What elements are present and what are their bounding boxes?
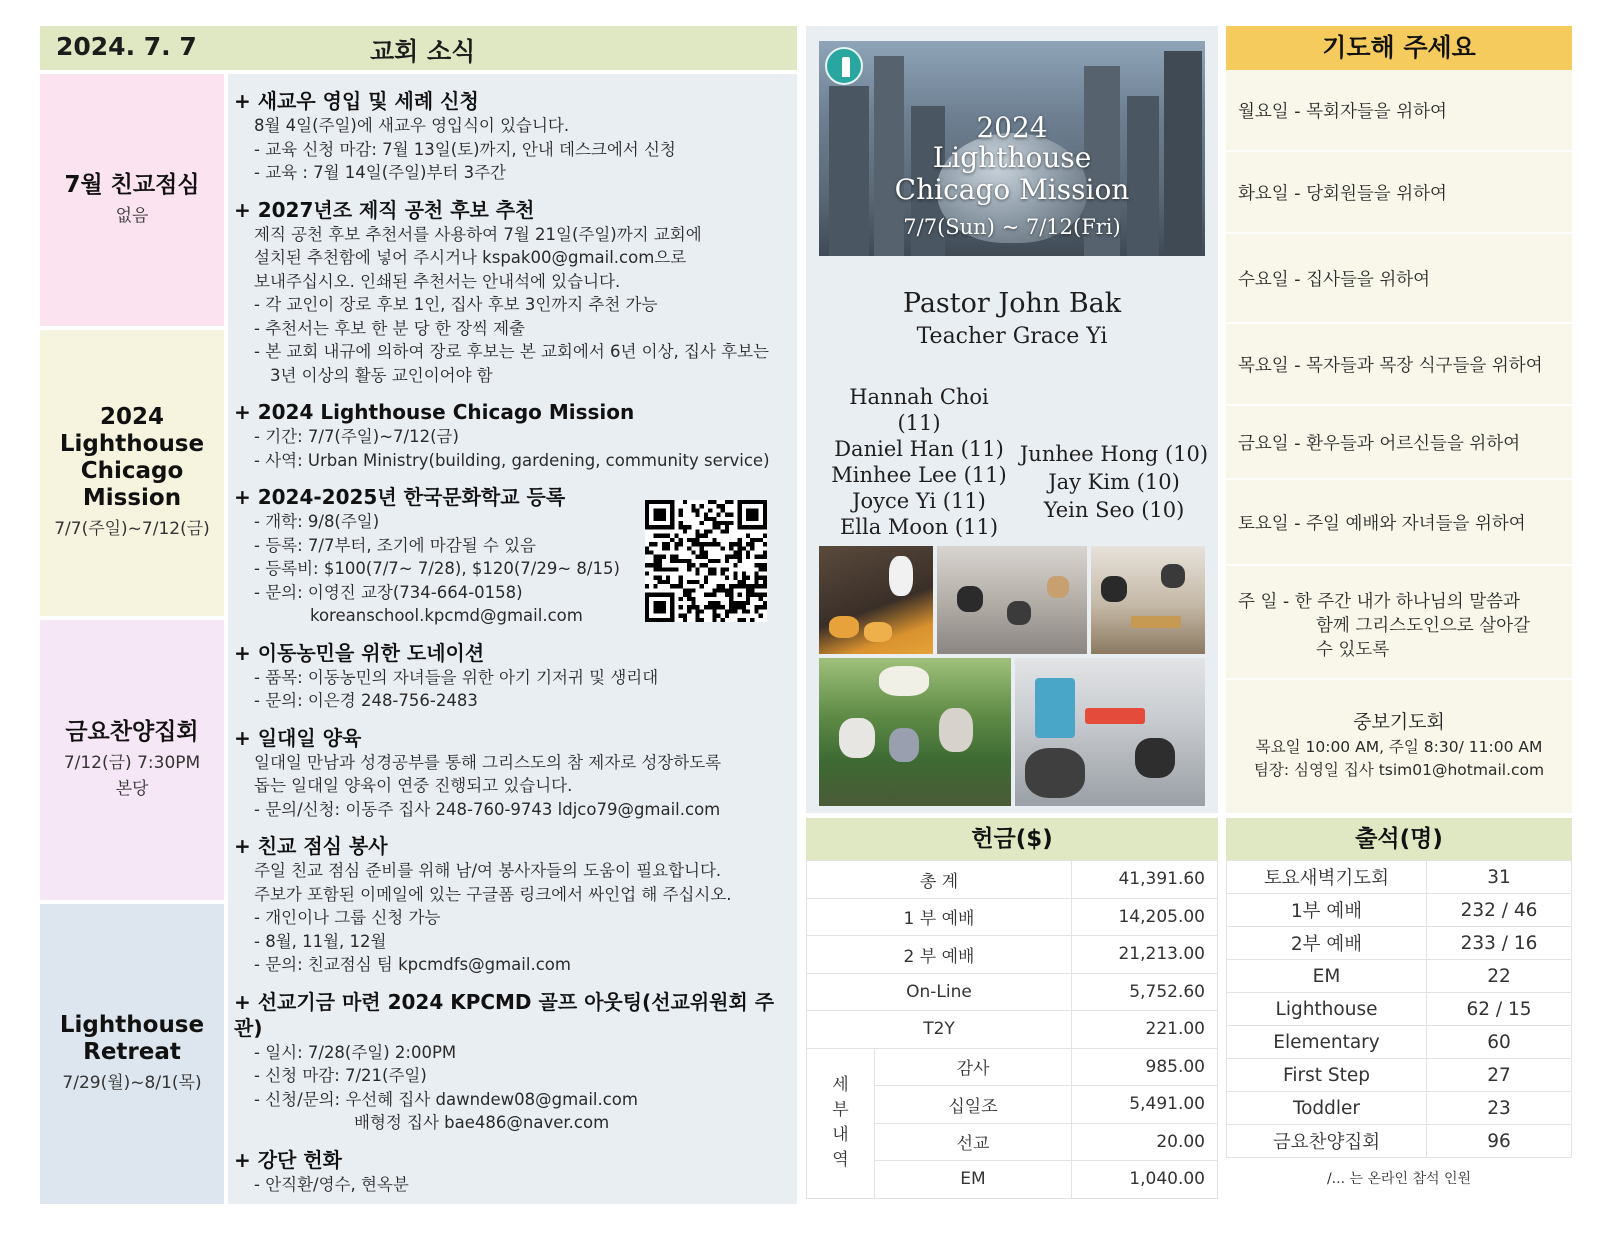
news-line: - 사역: Urban Ministry(building, gardening, community service) [254, 450, 770, 470]
prayer-day: 금요일 - 환우들과 어르신들을 위하여 [1226, 406, 1572, 480]
student-name: Hannah Choi (11) [849, 385, 989, 435]
offering-label: 1 부 예배 [807, 898, 1072, 936]
side-lunch-sub: 없음 [115, 205, 149, 226]
offering-value: 1,040.00 [1072, 1161, 1218, 1199]
prayer-list [1226, 70, 1572, 813]
news-line: - 교육 신청 마감: 7월 13일(토)까지, 안내 데스크에서 신청 [254, 139, 676, 159]
side-lunch [40, 74, 224, 326]
student-name: Yein Seo (10) [1043, 498, 1185, 522]
attendance-value: 96 [1427, 1125, 1572, 1158]
news-line: - 문의: 친교점심 팀 kpcmdfs@gmail.com [254, 955, 571, 974]
news-line: 제직 공천 후보 추천서를 사용하여 7월 21일(주일)까지 교회에 [254, 224, 702, 244]
offering-row [807, 1011, 1218, 1049]
prayer-sunday-line: 주 일 - 한 주간 내가 하나님의 말씀과 [1238, 592, 1520, 612]
news-line: 보내주십시오. 인쇄된 추천서는 안내석에 있습니다. [254, 271, 621, 291]
news-line: - 등록비: $100(7/7~ 7/28), $120(7/29~ 8/15) [254, 559, 620, 578]
attendance-value: 22 [1427, 960, 1572, 993]
banner-line2: Chicago Mission [894, 173, 1130, 206]
side-retreat [40, 904, 224, 1204]
news-line: 3년 이상의 활동 교인이어야 함 [270, 365, 493, 385]
news-item-title: + 선교기금 마련 2024 KPCMD 골프 아웃팅(선교위원회 주관) [234, 989, 775, 1040]
attendance-label: 1부 예배 [1227, 894, 1427, 927]
mission-photo [1091, 546, 1205, 654]
news-line: 돕는 일대일 양육이 연중 진행되고 있습니다. [254, 776, 573, 795]
news-item [234, 833, 787, 977]
mission-pastor: Pastor John Bak [902, 288, 1122, 319]
news-line: - 품목: 이동농민의 자녀들을 위한 아기 기저귀 및 생리대 [254, 667, 659, 687]
prayer-day: 목요일 - 목자들과 목장 식구들을 위하여 [1226, 324, 1572, 406]
news-line: - 문의: 이은경 248-756-2483 [254, 691, 478, 710]
side-mission [40, 330, 224, 616]
bulletin-header [40, 26, 797, 70]
news-line: - 개학: 9/8(주일) [254, 512, 380, 531]
attendance-row [1227, 861, 1572, 894]
prayer-title: 기도해 주세요 [1226, 26, 1572, 70]
offering-title: 헌금($) [806, 818, 1218, 860]
prayer-day: 월요일 - 목회자들을 위하여 [1226, 70, 1572, 152]
offering-value: 14,205.00 [1072, 898, 1218, 936]
mission-photo [937, 546, 1087, 654]
mission-banner [819, 41, 1205, 256]
news-item [234, 88, 787, 185]
news-line: 설치된 추천함에 넣어 주시거나 kspak00@gmail.com으로 [254, 248, 687, 267]
mission-photo [819, 546, 933, 654]
attendance-value: 232 / 46 [1427, 894, 1572, 927]
offering-label: 총 계 [807, 861, 1072, 899]
news-line: - 안직환/영수, 현옥분 [254, 1174, 409, 1194]
news-item-title: + 2024 Lighthouse Chicago Mission [234, 400, 635, 424]
news-item [234, 399, 787, 472]
side-praise-title: 금요찬양집회 [65, 718, 199, 745]
side-praise-time: 7/12(금) 7:30PM [63, 752, 201, 773]
offering-value: 985.00 [1072, 1048, 1218, 1086]
attendance-row [1227, 993, 1572, 1026]
detail-char: 내 [832, 1125, 849, 1145]
news-item-title: + 친교 점심 봉사 [234, 834, 388, 858]
prayer-day: 토요일 - 주일 예배와 자녀들을 위하여 [1226, 480, 1572, 566]
mission-photo [819, 658, 1011, 806]
news-line: - 8월, 11월, 12월 [254, 931, 387, 951]
offering-detail-label [807, 1048, 875, 1198]
attendance-row [1227, 927, 1572, 960]
side-retreat-title: Lighthouse Retreat [59, 1012, 205, 1065]
attendance-table [1226, 860, 1572, 1158]
news-item [234, 725, 787, 822]
attendance-label: Lighthouse [1227, 993, 1427, 1026]
banner-year: 2024 [976, 111, 1048, 144]
news-line: - 개인이나 그룹 신청 가능 [254, 908, 441, 927]
attendance-row [1227, 1092, 1572, 1125]
offering-row [807, 973, 1218, 1011]
mission-teacher: Teacher Grace Yi [916, 324, 1108, 349]
attendance-row [1227, 1125, 1572, 1158]
offering-value: 221.00 [1072, 1011, 1218, 1049]
news-line: - 문의/신청: 이동주 집사 248-760-9743 ldjco79@gmail.com [254, 799, 721, 819]
news-line: - 본 교회 내규에 의하여 장로 후보는 본 교회에서 6년 이상, 집사 후보는 [254, 342, 769, 361]
prayer-day: 수요일 - 집사들을 위하여 [1226, 234, 1572, 324]
intercession-time: 목요일 10:00 AM, 주일 8:30/ 11:00 AM [1255, 738, 1543, 756]
offering-label: 십일조 [875, 1086, 1072, 1124]
intercession-leader: 팀장: 심영일 집사 tsim01@hotmail.com [1253, 761, 1545, 779]
offering-label: 2 부 예배 [807, 936, 1072, 974]
banner-line1: Lighthouse [932, 141, 1092, 174]
attendance-row [1227, 1059, 1572, 1092]
attendance-label: Toddler [1227, 1092, 1427, 1125]
offering-row [807, 898, 1218, 936]
news-item-title: + 일대일 양육 [234, 725, 362, 750]
offering-label: 감사 [875, 1048, 1072, 1086]
attendance-value: 233 / 16 [1427, 927, 1572, 960]
attendance-label: EM [1227, 960, 1427, 993]
news-line: koreanschool.kpcmd@gmail.com [310, 606, 583, 625]
mission-photo [1015, 658, 1205, 806]
news-line: - 추천서는 후보 한 분 당 한 장씩 제출 [254, 318, 526, 338]
intercession-title: 중보기도회 [1353, 711, 1445, 733]
news-title: 교회 소식 [370, 37, 476, 66]
student-name: Junhee Hong (10) [1019, 442, 1209, 466]
intercession-block [1226, 708, 1572, 782]
offering-label: EM [875, 1161, 1072, 1199]
offering-row [807, 1048, 1218, 1086]
mission-panel [806, 26, 1218, 813]
offering-row [807, 936, 1218, 974]
attendance-row [1227, 894, 1572, 927]
attendance-label: First Step [1227, 1059, 1427, 1092]
news-item [234, 640, 787, 713]
detail-char: 부 [832, 1100, 849, 1120]
side-mission-title: 2024 Lighthouse Chicago Mission [59, 404, 205, 511]
attendance-title: 출석(명) [1226, 818, 1572, 860]
attendance-label: Elementary [1227, 1026, 1427, 1059]
attendance-label: 금요찬양집회 [1227, 1125, 1427, 1158]
offering-value: 21,213.00 [1072, 936, 1218, 974]
side-mission-sub: 7/7(주일)~7/12(금) [54, 519, 210, 539]
side-lunch-title: 7월 친교점심 [64, 171, 200, 198]
news-item [234, 989, 787, 1135]
side-praise-place: 본당 [115, 778, 149, 799]
bulletin-date: 2024. 7. 7 [56, 32, 197, 61]
side-praise [40, 620, 224, 900]
student-name: Daniel Han (11) [834, 437, 1004, 461]
news-item [234, 197, 787, 388]
offering-value: 20.00 [1072, 1123, 1218, 1161]
students-right [1016, 440, 1212, 524]
news-item-title: + 강단 헌화 [234, 1147, 342, 1172]
qr-code-icon[interactable] [645, 500, 767, 622]
attendance-value: 31 [1427, 861, 1572, 894]
banner-dates: 7/7(Sun) ~ 7/12(Fri) [903, 215, 1121, 239]
attendance-label: 토요새벽기도회 [1227, 861, 1427, 894]
news-line: - 등록: 7/7부터, 조기에 마감될 수 있음 [254, 535, 536, 555]
news-line: 배형정 집사 bae486@naver.com [354, 1113, 610, 1132]
news-list [228, 74, 797, 1204]
attendance-value: 23 [1427, 1092, 1572, 1125]
offering-row [807, 861, 1218, 899]
news-item [234, 1147, 787, 1197]
attendance-note: /... 는 온라인 참석 인원 [1326, 1171, 1472, 1187]
news-line: - 기간: 7/7(주일)~7/12(금) [254, 427, 459, 446]
news-line: - 일시: 7/28(주일) 2:00PM [254, 1042, 457, 1062]
news-item-title: + 2027년조 제직 공천 후보 추천 [234, 197, 535, 222]
news-line: 일대일 만남과 성경공부를 통해 그리스도의 참 제자로 성장하도록 [254, 752, 722, 772]
student-name: Minhee Lee (11) [831, 463, 1007, 487]
offering-label: T2Y [807, 1011, 1072, 1049]
news-line: - 교육 : 7월 14일(주일)부터 3주간 [254, 163, 506, 182]
news-line: - 신청/문의: 우선혜 집사 dawndew08@gmail.com [254, 1089, 638, 1109]
attendance-value: 60 [1427, 1026, 1572, 1059]
offering-label: 선교 [875, 1123, 1072, 1161]
news-line: 주일 친교 점심 준비를 위해 남/여 봉사자들의 도움이 필요합니다. [254, 861, 722, 880]
prayer-sunday-line: 수 있도록 [1316, 640, 1390, 660]
news-line: - 신청 마감: 7/21(주일) [254, 1066, 427, 1085]
prayer-sunday-line: 함께 그리스도인으로 살아갈 [1316, 616, 1530, 636]
offering-value: 5,752.60 [1072, 973, 1218, 1011]
news-line: - 각 교인이 장로 후보 1인, 집사 후보 3인까지 추천 가능 [254, 295, 658, 314]
offering-value: 5,491.00 [1072, 1086, 1218, 1124]
prayer-sunday [1226, 566, 1572, 680]
side-retreat-sub: 7/29(월)~8/1(목) [62, 1073, 202, 1093]
attendance-row [1227, 960, 1572, 993]
detail-char: 세 [832, 1075, 849, 1095]
news-item-title: + 2024-2025년 한국문화학교 등록 [234, 485, 566, 509]
prayer-day: 화요일 - 당회원들을 위하여 [1226, 152, 1572, 234]
attendance-value: 62 / 15 [1427, 993, 1572, 1026]
attendance-label: 2부 예배 [1227, 927, 1427, 960]
attendance-row [1227, 1026, 1572, 1059]
student-name: Joyce Yi (11) [852, 489, 986, 513]
attendance-value: 27 [1427, 1059, 1572, 1092]
news-item-title: + 새교우 영입 및 세례 신청 [234, 89, 479, 113]
news-line: - 문의: 이영진 교장(734-664-0158) [254, 582, 523, 602]
student-name: Ella Moon (11) [839, 515, 999, 539]
news-line: 주보가 포함된 이메일에 있는 구글폼 링크에서 싸인업 해 주십시오. [254, 884, 732, 904]
news-item-title: + 이동농민을 위한 도네이션 [234, 640, 485, 665]
offering-value: 41,391.60 [1072, 861, 1218, 899]
student-name: Jay Kim (10) [1048, 470, 1180, 494]
offering-label: On-Line [807, 973, 1072, 1011]
offering-table [806, 860, 1218, 1199]
lighthouse-logo-icon [825, 47, 863, 85]
detail-char: 역 [832, 1150, 849, 1170]
students-left [826, 384, 1012, 540]
news-line: 8월 4일(주일)에 새교우 영입식이 있습니다. [254, 116, 570, 135]
